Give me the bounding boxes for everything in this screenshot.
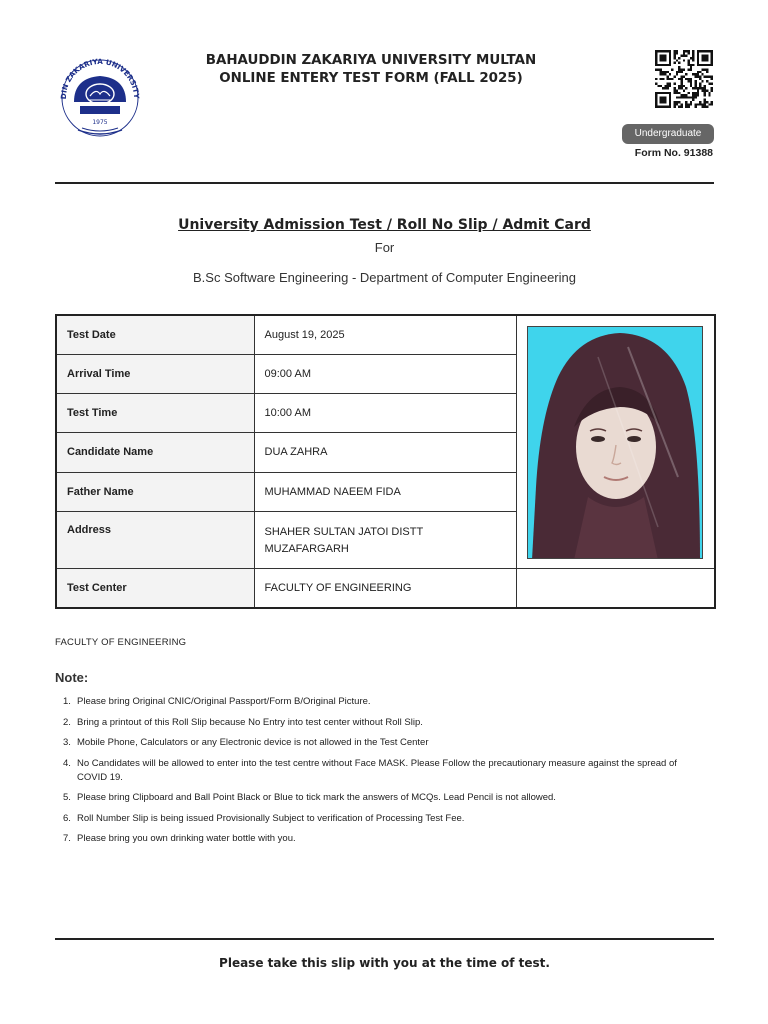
test-center-value: FACULTY OF ENGINEERING xyxy=(254,569,516,608)
slip-title: University Admission Test / Roll No Slip / Admit Card xyxy=(178,217,591,233)
note-text: Bring a printout of this Roll Slip because No Entry into test center without Roll Slip. xyxy=(77,716,423,728)
empty-cell xyxy=(516,569,715,608)
note-text: Mobile Phone, Calculators or any Electronic device is not allowed in the Test Center xyxy=(77,737,429,748)
test-time-value: 10:00 AM xyxy=(254,394,516,433)
venue-text: FACULTY OF ENGINEERING xyxy=(55,637,187,648)
note-text: Please bring Clipboard and Ball Point Black or Blue to tick mark the answers of MCQs. Lead Pencil is not allowed. xyxy=(77,792,556,803)
list-item: 7. Please bring you own drinking water bottle with you. xyxy=(63,833,296,844)
arrival-time-label: Arrival Time xyxy=(56,354,254,393)
for-label: For xyxy=(374,240,395,255)
note-text: Roll Number Slip is being issued Provisionally Subject to verification of Processing Test Fee. xyxy=(77,812,465,824)
candidate-name-value: DUA ZAHRA xyxy=(254,433,516,472)
notes-list xyxy=(63,695,709,853)
notes-title: Note: xyxy=(55,670,89,685)
father-name-value: MUHAMMAD NAEEM FIDA xyxy=(254,472,516,511)
note-text: Please bring Original CNIC/Original Passport/Form B/Original Picture. xyxy=(77,696,371,707)
footer-divider xyxy=(55,938,714,940)
candidate-name-label: Candidate Name xyxy=(56,433,254,472)
list-item: 5. Please bring Clipboard and Ball Point Black or Blue to tick mark the answers of MCQs. Lead Pencil is not allowed. xyxy=(63,792,556,803)
svg-text:1975: 1975 xyxy=(92,119,108,126)
footer-text: Please take this slip with you at the time of test. xyxy=(219,956,550,970)
table-row xyxy=(56,315,715,354)
test-center-label: Test Center xyxy=(56,569,254,608)
university-logo xyxy=(52,50,148,138)
svg-text:BAHAUDDIN ZAKARIYA UNIVERSITY: DIN ZAKARIYA UNIVERSITY xyxy=(58,56,142,100)
list-item: 3. Mobile Phone, Calculators or any Electronic device is not allowed in the Test Center xyxy=(63,737,429,748)
test-time-label: Test Time xyxy=(56,394,254,433)
header-divider xyxy=(55,182,714,184)
candidate-details-table xyxy=(55,314,716,609)
qr-code xyxy=(654,50,714,108)
note-text: No Candidates will be allowed to enter into the test centre without Face MASK. Please Follow the precautionary measure against the spread of COVID 19. xyxy=(77,757,677,783)
table-row xyxy=(56,569,715,608)
candidate-photo xyxy=(527,326,703,559)
arrival-time-value: 09:00 AM xyxy=(254,354,516,393)
form-number: Form No. 91388 xyxy=(634,147,713,159)
father-name-label: Father Name xyxy=(56,472,254,511)
list-item: 1. Please bring Original CNIC/Original Passport/Form B/Original Picture. xyxy=(63,696,371,707)
list-item: 6. Roll Number Slip is being issued Provisionally Subject to verification of Processing Test Fee. xyxy=(63,812,465,824)
address-value: SHAHER SULTAN JATOI DISTT MUZAFARGARH xyxy=(254,511,516,568)
level-badge: Undergraduate xyxy=(622,124,714,144)
header-title xyxy=(160,52,582,88)
program-name: B.Sc Software Engineering - Department of Computer Engineering xyxy=(193,270,576,285)
test-date-value: August 19, 2025 xyxy=(254,315,516,354)
form-title: ONLINE ENTERY TEST FORM (FALL 2025) xyxy=(219,71,523,86)
university-name: BAHAUDDIN ZAKARIYA UNIVERSITY MULTAN xyxy=(205,53,537,68)
photo-cell xyxy=(516,315,715,569)
list-item: 4. No Candidates will be allowed to enter into the test centre without Face MASK. Please Follow the precautionary measure against the spread of COVID 19. xyxy=(63,757,677,783)
note-text: Please bring you own drinking water bottle with you. xyxy=(77,833,296,844)
test-date-label: Test Date xyxy=(56,315,254,354)
address-label: Address xyxy=(56,511,254,568)
list-item: 2. Bring a printout of this Roll Slip because No Entry into test center without Roll Slip. xyxy=(63,716,423,728)
